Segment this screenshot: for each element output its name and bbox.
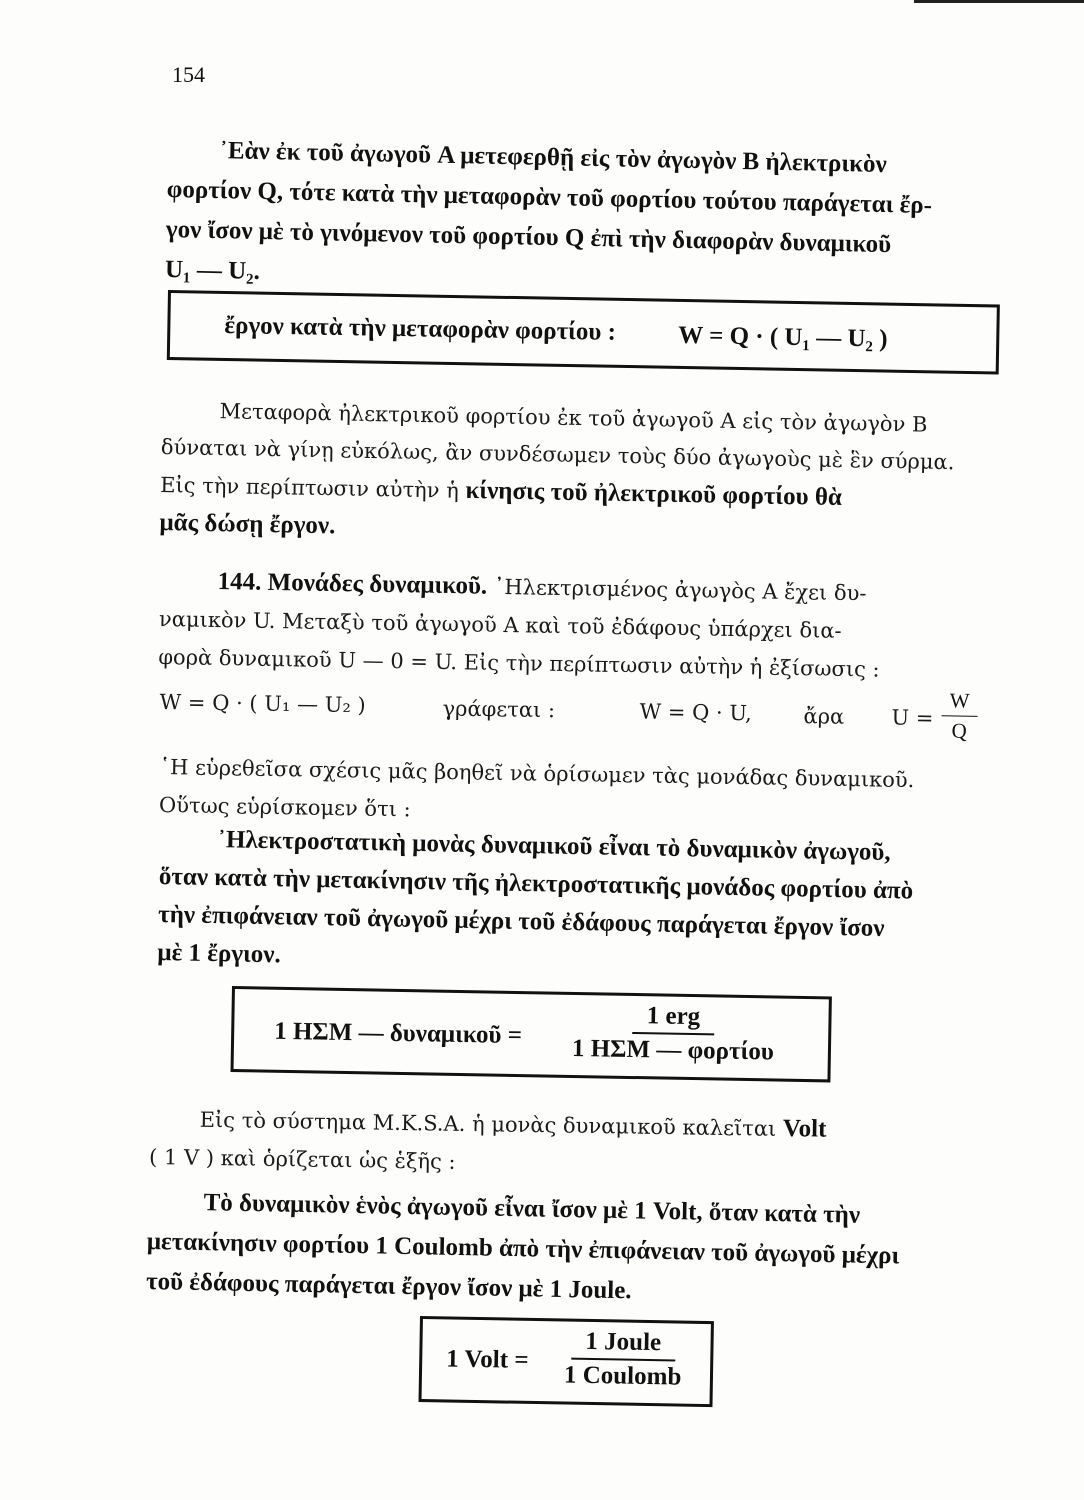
volt-fraction bbox=[556, 1327, 690, 1391]
potential-equation bbox=[159, 680, 1000, 753]
esu-lhs: 1 ΗΣΜ — δυναμικοῦ = bbox=[273, 1017, 523, 1050]
definition-2-line-1: Τὸ δυναμικὸν ἑνὸς ἀγωγοῦ εἶναι ἴσον μὲ 1 Volt, ὅταν κατὰ τὴν bbox=[203, 1189, 861, 1229]
mksa-paragraph bbox=[149, 1100, 990, 1189]
section-144 bbox=[158, 562, 1002, 691]
mksa-line-1-bold: Volt bbox=[782, 1114, 827, 1143]
page-number: 154 bbox=[172, 62, 205, 87]
section-144-line-5: Οὕτως εὑρίσκομεν ὅτι : bbox=[158, 792, 411, 822]
transfer-line-2: δύναται νὰ γίνῃ εὐκόλως, ἂν συνδέσωμεν τοὺς δύο ἀγωγοὺς μὲ ἓν σύρμα. bbox=[160, 434, 955, 475]
equation-denominator: Q bbox=[951, 718, 967, 743]
intro-line-1: ᾿Εὰν ἐκ τοῦ ἀγωγοῦ A μετεφερθῇ εἰς τὸν ἀγωγὸν B ἠλεκτρικὸν bbox=[219, 137, 888, 179]
transfer-line-1: Μεταφορὰ ἠλεκτρικοῦ φορτίου ἐκ τοῦ ἀγωγοῦ A εἰς τὸν ἀγωγὸν B bbox=[219, 399, 928, 437]
mksa-line-1-light: Εἰς τὸ σύστημα M.K.S.A. ἡ μονὰς δυναμικοῦ καλεῖται bbox=[199, 1107, 784, 1141]
transfer-line-4: μᾶς δώσῃ ἔργον. bbox=[159, 508, 336, 540]
transfer-line-3-light: Εἰς τὴν περίπτωσιν αὐτὴν ἡ bbox=[159, 472, 466, 503]
esu-denominator: 1 ΗΣΜ — φορτίου bbox=[571, 1034, 775, 1066]
section-144-line-4: ῾Η εὑρεθεῖσα σχέσις μᾶς βοηθεῖ νὰ ὁρίσωμεν τὰς μονάδας δυναμικοῦ. bbox=[159, 754, 915, 793]
equation-word: γράφεται : bbox=[442, 696, 556, 723]
volt-numerator: 1 Joule bbox=[571, 1328, 675, 1362]
intro-line-2: φορτίον Q, τότε κατὰ τὴν μεταφορὰν τοῦ φορτίου τούτου παράγεται ἔρ- bbox=[166, 175, 933, 220]
esu-potential-box bbox=[230, 986, 831, 1082]
volt-definition bbox=[146, 1182, 984, 1318]
section-144-line-3: φορὰ δυναμικοῦ U — 0 = U. Εἰς τὴν περίπτωσιν αὐτὴν ἡ ἐξίσωσις : bbox=[158, 644, 880, 682]
definition-2-line-3: τοῦ ἐδάφους παράγεται ἔργον ἴσον μὲ 1 Joule. bbox=[145, 1267, 632, 1305]
equation-fraction bbox=[941, 688, 978, 744]
transfer-paragraph bbox=[159, 392, 998, 557]
volt-lhs: 1 Volt = bbox=[446, 1345, 529, 1374]
equation-numerator: W bbox=[942, 688, 978, 717]
volt-box bbox=[418, 1316, 713, 1407]
equation-right-lhs: U = bbox=[891, 705, 934, 731]
top-rule bbox=[914, 0, 1084, 3]
section-144-heading: 144. Μονάδες δυναμικοῦ. bbox=[217, 568, 488, 600]
work-formula-box bbox=[167, 290, 1000, 375]
esu-fraction bbox=[564, 1001, 783, 1067]
definition-1-line-4: μὲ 1 ἔργιον. bbox=[157, 938, 281, 969]
volt-denominator: 1 Coulomb bbox=[563, 1361, 682, 1391]
mksa-line-2: ( 1 V ) καὶ ὁρίζεται ὡς ἑξῆς : bbox=[148, 1144, 456, 1174]
definition-1-line-3: τὴν ἐπιφάνειαν τοῦ ἀγωγοῦ μέχρι τοῦ ἐδάφους παράγεται ἔργον ἴσον bbox=[157, 900, 885, 942]
equation-mid: W = Q · U, bbox=[639, 699, 752, 726]
work-label: ἔργον κατὰ τὴν μεταφορὰν φορτίου : bbox=[224, 311, 617, 346]
definition-1-line-2: ὅταν κατὰ τὴν μετακίνησιν τῆς ἠλεκτροστατικῆς μονάδος φορτίου ἀπὸ bbox=[158, 862, 914, 905]
equation-left: W = Q · ( U₁ — U₂ ) bbox=[159, 689, 366, 718]
intro-line-4: U₁ — U₂. bbox=[164, 255, 261, 285]
definition-1-line-1: ᾿Ηλεκτροστατικὴ μονὰς δυναμικοῦ εἶναι τὸ δυναμικὸν ἀγωγοῦ, bbox=[217, 826, 891, 867]
equation-ara: ἄρα bbox=[803, 704, 845, 729]
transfer-line-3-bold: κίνησις τοῦ ἠλεκτρικοῦ φορτίου θὰ bbox=[465, 476, 843, 512]
esu-numerator: 1 erg bbox=[632, 1002, 714, 1035]
section-144-line-1-rest: ᾿Ηλεκτρισμένος ἀγωγὸς A ἔχει δυ- bbox=[486, 574, 867, 606]
definition-2-line-2: μετακίνησιν φορτίου 1 Coulomb ἀπὸ τὴν ἐπιφάνειαν τοῦ ἀγωγοῦ μέχρι bbox=[146, 1227, 900, 1270]
intro-line-3: γον ἴσον μὲ τὸ γινόμενον τοῦ φορτίου Q ἐπὶ τὴν διαφορὰν δυναμικοῦ bbox=[165, 215, 892, 259]
intro-paragraph bbox=[165, 130, 1008, 308]
section-144-line-2: ναμικὸν U. Μεταξὺ τοῦ ἀγωγοῦ A καὶ τοῦ ἐδάφους ὑπάρχει δια- bbox=[158, 606, 842, 643]
work-formula: W = Q · ( U₁ — U₂ ) bbox=[678, 321, 888, 353]
esu-potential-definition bbox=[157, 820, 1006, 988]
